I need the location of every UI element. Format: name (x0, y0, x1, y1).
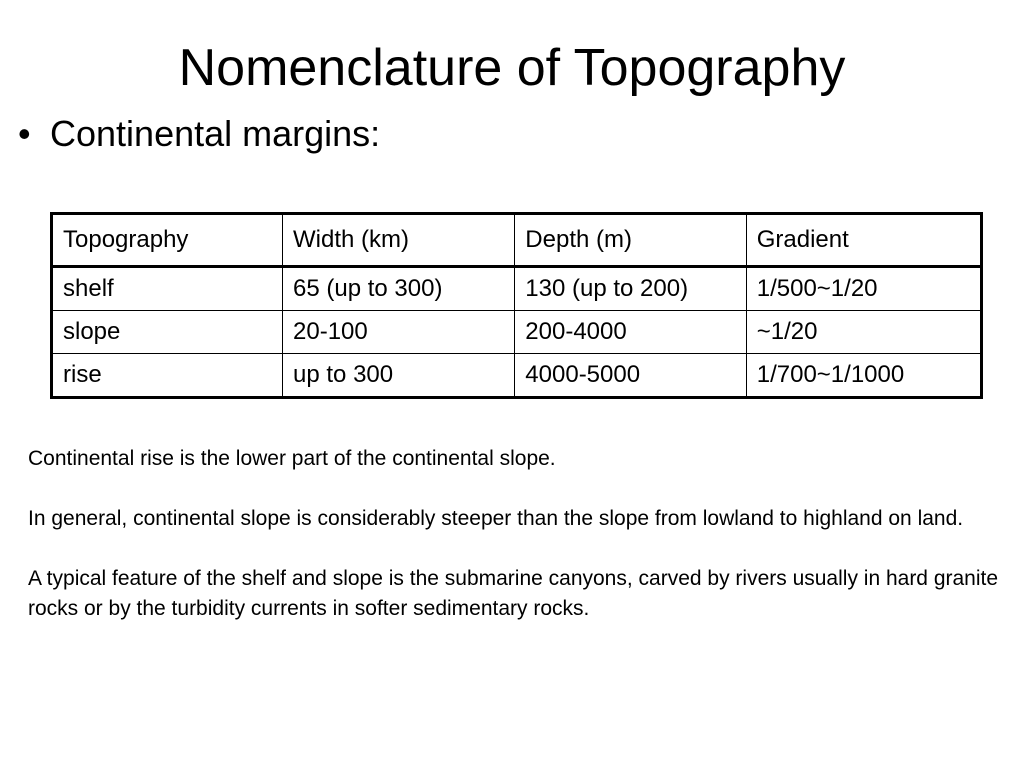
table-row-shelf (52, 267, 982, 311)
header-gradient: Gradient (746, 214, 981, 267)
cell-gradient: 1/500~1/20 (746, 267, 981, 311)
table-row-rise (52, 354, 982, 398)
cell-width: 65 (up to 300) (283, 267, 515, 311)
bullet-text: Continental margins: (50, 113, 381, 154)
table-row-slope (52, 311, 982, 354)
cell-topography: rise (52, 354, 283, 398)
topography-table (50, 212, 983, 399)
header-depth: Depth (m) (515, 214, 746, 267)
slide-title: Nomenclature of Topography (178, 39, 846, 97)
bullet-dot-icon: • (18, 113, 31, 154)
cell-width: up to 300 (283, 354, 515, 398)
bullet-continental-margins (18, 112, 380, 156)
cell-depth: 4000-5000 (515, 354, 746, 398)
notes-section (28, 444, 1008, 654)
cell-gradient: ~1/20 (746, 311, 981, 354)
note-paragraph-canyons: A typical feature of the shelf and slope is the submarine canyons, carved by rivers usually in hard granite rocks or by the turbidity currents in softer sedimentary rocks. (28, 567, 999, 620)
cell-gradient: 1/700~1/1000 (746, 354, 981, 398)
header-width: Width (km) (283, 214, 515, 267)
note-paragraph-rise: Continental rise is the lower part of the continental slope. (28, 447, 556, 470)
cell-width: 20-100 (283, 311, 515, 354)
header-topography: Topography (52, 214, 283, 267)
cell-depth: 130 (up to 200) (515, 267, 746, 311)
cell-topography: slope (52, 311, 283, 354)
note-paragraph-slope: In general, continental slope is considerably steeper than the slope from lowland to highland on land. (28, 507, 964, 530)
table-header-row (52, 214, 982, 267)
cell-depth: 200-4000 (515, 311, 746, 354)
cell-topography: shelf (52, 267, 283, 311)
